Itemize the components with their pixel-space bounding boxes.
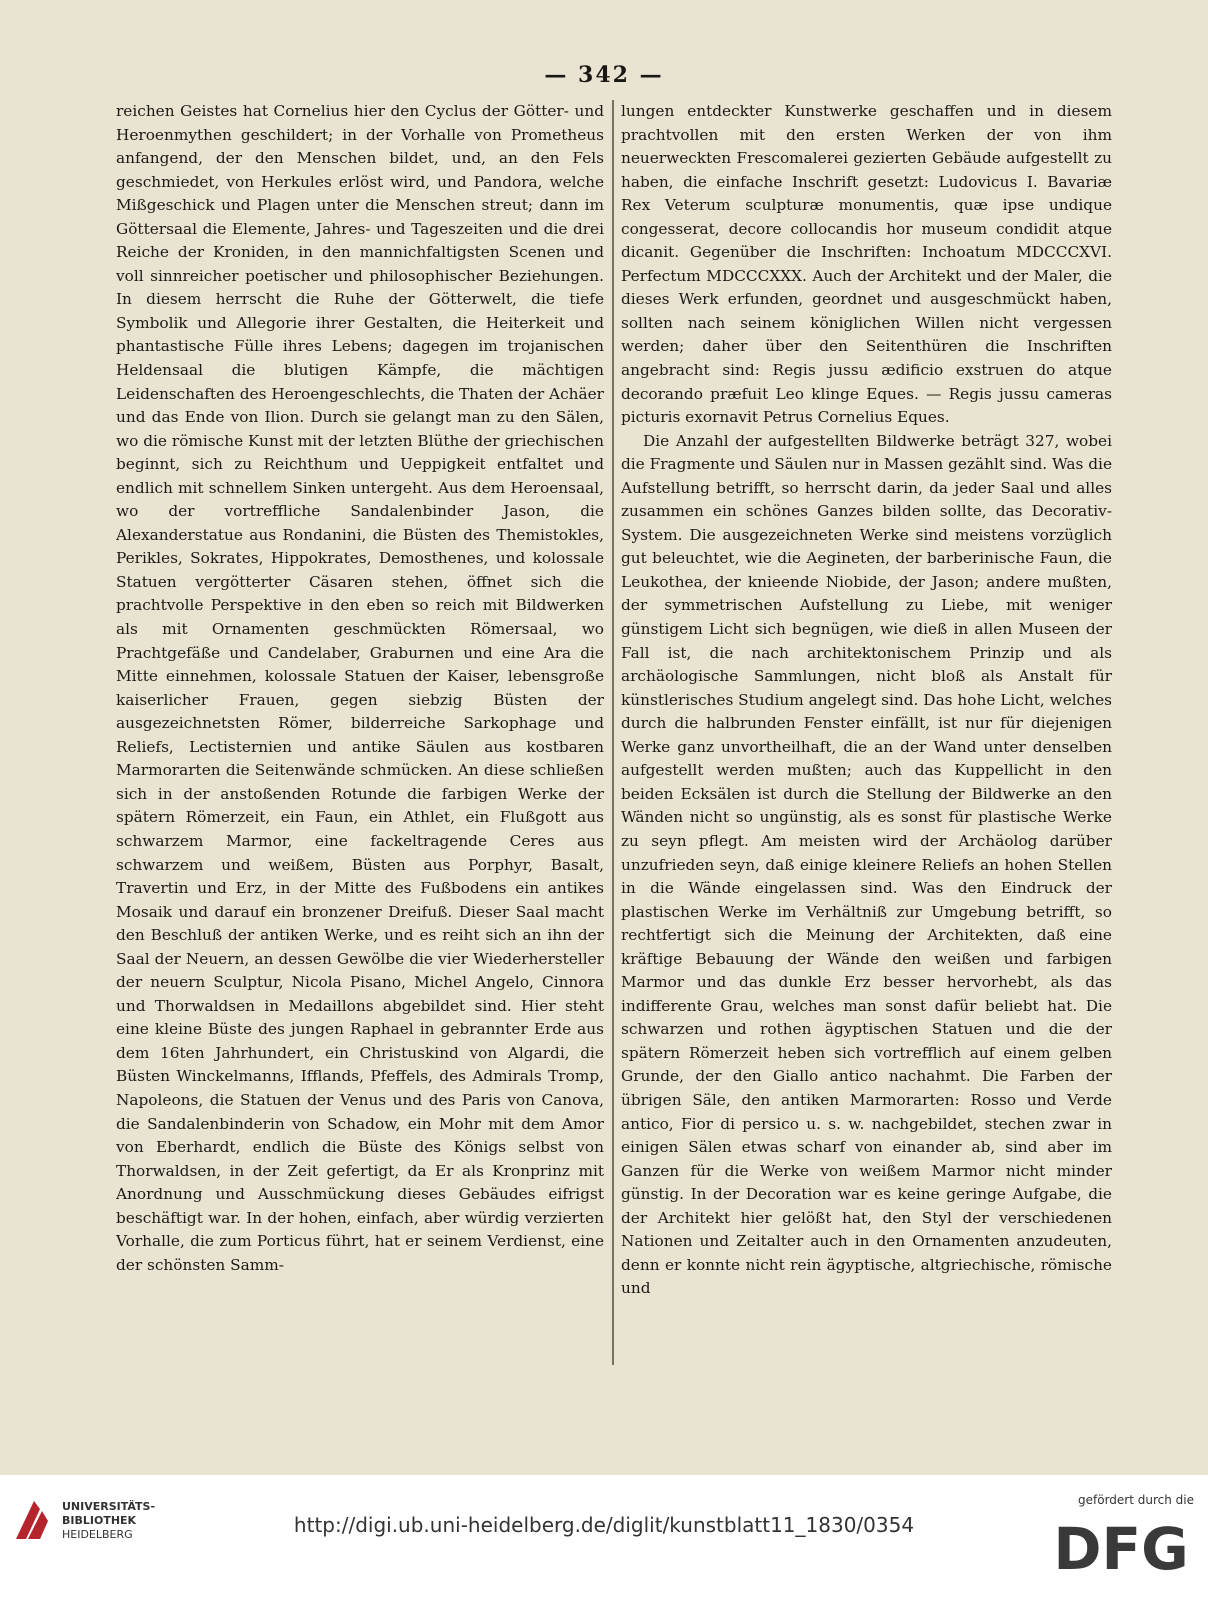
viewer-footer xyxy=(0,1475,1208,1598)
document-url[interactable]: http://digi.ub.uni-heidelberg.de/diglit/kunstblatt11_1830/0354 xyxy=(293,1513,915,1537)
dfg-logo xyxy=(1046,1517,1196,1575)
right-paragraph-1: lungen entdeckter Kunstwerke geschaffen und in diesem prachtvollen mit den ersten Werken der von ihm neuerweckten Frescomalerei gezierten Gebäude aufgestellt zu haben, die einfache Inschrift gesetzt: Ludovicus I. Bavariæ Rex Veterum sculpturæ monumentis, quæ ipse undique congesserat, decore collocandis hor museum condidit atque dicanit. Gegenüber die Inschriften: Inchoatum MDCCCXVI. Perfectum MDCCCXXX. Auch der Architekt und der Maler, die dieses Werk erfunden, geordnet und ausgeschmückt haben, sollten nach seinem königlichen Willen nicht vergessen werden; daher über den Seitenthüren die Inschriften angebracht sind: Regis jussu ædificio exstruen do atque decorando præfuit Leo klinge Eques. — Regis jussu cameras picturis exornavit Petrus Cornelius Eques. xyxy=(621,102,1112,427)
institution-name: UNIVERSITÄTS- BIBLIOTHEK HEIDELBERG xyxy=(62,1500,156,1541)
page-number: — 342 — xyxy=(544,62,664,88)
left-paragraph-1: reichen Geistes hat Cornelius hier den Cyclus der Götter- und Heroenmythen geschildert; in der Vorhalle von Prometheus anfangend, der den Menschen bildet, und, an den Fels geschmiedet, von Herkules erlöst wird, und Pandora, welche Mißgeschick und Plagen unter die Menschen streut; dann im Göttersaal die Elemente, Jahres- und Tageszeiten und die drei Reiche der Kroniden, in den mannichfaltigsten Scenen und voll sinnreicher poetischer und philosophischer Beziehungen. In diesem herrscht die Ruhe der Götterwelt, die tiefe Symbolik und Allegorie ihrer Gestalten, die Heiterkeit und phantastische Fülle ihres Lebens; dagegen im trojanischen Heldensaal die blutigen Kämpfe, die mächtigen Leidenschaften des Heroengeschlechts, die Thaten der Achäer und das Ende von Ilion. Durch sie gelangt man zu den Sälen, wo die römische Kunst mit der letzten Blüthe der griechischen beginnt, sich zu Reichthum und Ueppigkeit entfaltet und endlich mit schnellem Sinken untergeht. Aus dem Heroensaal, wo der vortreffliche Sandalenbinder Jason, die Alexanderstatue aus Rondanini, die Büsten des Themistokles, Perikles, Sokrates, Hippokrates, Demosthenes, und kolossale Statuen vergötterter Cäsaren stehen, öffnet sich die prachtvolle Perspektive in den eben so reich mit Bildwerken als mit Ornamenten geschmückten Römersaal, wo Prachtgefäße und Candelaber, Graburnen und eine Ara die Mitte einnehmen, kolossale Statuen der Kaiser, lebensgroße kaiserlicher Frauen, gegen siebzig Büsten der ausgezeichnetsten Römer, bilderreiche Sarkophage und Reliefs, Lectisternien und antike Säulen aus kostbaren Marmorarten die Seitenwände schmücken. An diese schließen sich in der anstoßenden Rotunde die farbigen Werke der spätern Römerzeit, ein Faun, ein Athlet, ein Flußgott aus schwarzem Marmor, eine fackeltragende Ceres aus schwarzem und weißem, Büsten aus Porphyr, Basalt, Travertin und Erz, in der Mitte des Fußbodens ein antikes Mosaik und darauf ein bronzener Dreifuß. Dieser Saal macht den Beschluß der antiken Werke, und es reiht sich an ihn der Saal der Neuern, an dessen Gewölbe die vier Wiederhersteller der neuern Sculptur, Nicola Pisano, Michel Angelo, Cinnora und Thorwaldsen in Medaillons abgebildet sind. Hier steht eine kleine Büste des jungen Raphael in gebrannter Erde aus dem 16ten Jahrhundert, ein Christuskind von Algardi, die Büsten Winckelmanns, Ifflands, Pfeffels, des Admirals Tromp, Napoleons, die Statuen der Venus und des Paris von Canova, die Sandalenbinderin von Schadow, ein Mohr mit dem Amor von Eberhardt, endlich die Büste des Königs selbst von Thorwaldsen, in der Zeit gefertigt, da Er als Kronprinz mit Anordnung und Ausschmückung dieses Gebäudes eifrigst beschäftigt war. In der hohen, einfach, aber würdig verzierten Vorhalle, die zum Porticus führt, hat er seinem Verdienst, eine der schönsten Samm- xyxy=(116,102,604,1274)
column-divider xyxy=(612,100,614,1365)
right-paragraph-2: Die Anzahl der aufgestellten Bildwerke beträgt 327, wobei die Fragmente und Säulen nur in Massen gezählt sind. Was die Aufstellung betrifft, so herrscht darin, da jeder Saal und alles zusammen ein schönes Ganzes bilden sollte, das Decorativ-System. Die ausgezeichneten Werke sind meistens vorzüglich gut beleuchtet, wie die Aegineten, der barberinische Faun, die Leukothea, der knieende Niobide, der Jason; andere mußten, der symmetrischen Aufstellung zu Liebe, mit weniger günstigem Licht sich begnügen, wie dieß in allen Museen der Fall ist, die nach architektonischem Prinzip und als archäologische Sammlungen, nicht bloß als Anstalt für künstlerisches Studium angelegt sind. Das hohe Licht, welches durch die halbrunden Fenster einfällt, ist nur für diejenigen Werke ganz unvortheilhaft, die an der Wand unter denselben aufgestellt werden mußten; auch das Kuppellicht in den beiden Ecksälen ist durch die Stellung der Bildwerke an den Wänden nicht so ungünstig, als es sonst für plastische Werke zu seyn pflegt. Am meisten wird der Archäolog darüber unzufrieden seyn, daß einige kleinere Reliefs an hohen Stellen in die Wände eingelassen sind. Was den Eindruck der plastischen Werke im Verhältniß zur Umgebung betrifft, so rechtfertigt sich die Meinung der Architekten, daß eine kräftige Bebauung der Wände den weißen und farbigen Marmor und das dunkle Erz besser hervorhebt, als das indifferente Grau, welches man sonst dafür beliebt hat. Die schwarzen und rothen ägyptischen Statuen und die der spätern Römerzeit heben sich vortrefflich auf einem gelben Grunde, der den Giallo antico nachahmt. Die Farben der übrigen Säle, den antiken Marmorarten: Rosso und Verde antico, Fior di persico u. s. w. nachgebildet, stechen zwar in einigen Sälen etwas scharf von einander ab, sind aber im Ganzen für die Werke von weißem Marmor nicht minder günstig. In der Decoration war es keine geringe Aufgabe, die der Architekt hier gelößt hat, den Styl der verschiedenen Nationen und Zeitalter auch in den Ornamenten anzudeuten, denn er konnte nicht rein ägyptische, altgriechische, römische und xyxy=(621,431,1112,1298)
left-column xyxy=(116,100,604,1365)
right-column xyxy=(621,100,1112,1365)
funded-by-label: gefördert durch die xyxy=(1078,1493,1194,1507)
svg-text:DFG: DFG xyxy=(1053,1517,1189,1575)
